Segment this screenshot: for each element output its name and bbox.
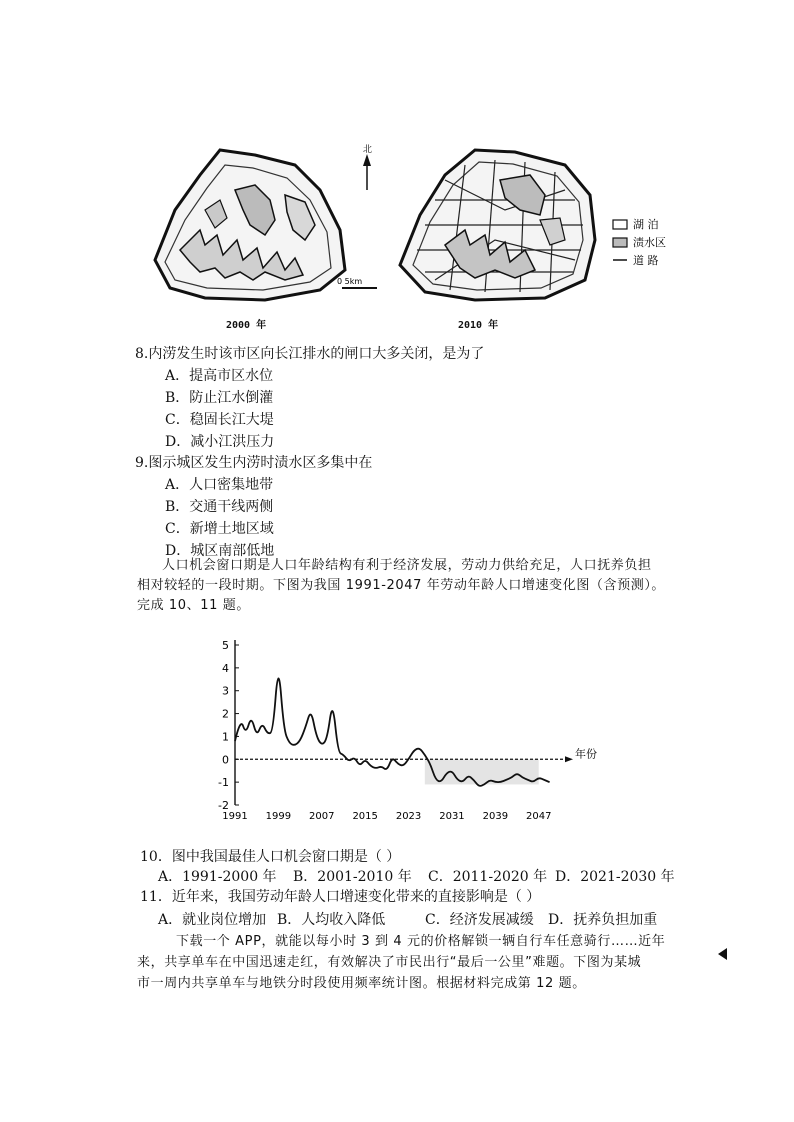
- x-tick-label: 2015: [352, 811, 378, 822]
- x-tick-label: 2031: [439, 811, 465, 822]
- x-axis-arrow: [565, 756, 573, 762]
- x-tick-label: 2023: [395, 811, 422, 822]
- question-11-stem: 11．近年来，我国劳动年龄人口增速变化带来的直接影响是（ ）: [140, 889, 541, 905]
- question-9-option-c[interactable]: C．新增土地区域: [165, 521, 274, 537]
- scale-label: 0 5km: [337, 277, 363, 286]
- question-9-option-d[interactable]: D．城区南部低地: [165, 543, 275, 559]
- y-tick-label: 3: [222, 684, 229, 698]
- question-8-stem: 8.内涝发生时该市区向长江排水的闸口大多关闭，是为了: [135, 346, 485, 362]
- passage-1-line-1: 人口机会窗口期是人口年龄结构有利于经济发展，劳动力供给充足，人口抚养负担: [162, 558, 652, 573]
- city-maps-figure: [145, 140, 685, 335]
- question-8-option-b[interactable]: B．防止江水倒灌: [165, 390, 274, 406]
- x-tick-label: 1991: [222, 811, 248, 822]
- map-caption-2010: 2010 年: [458, 320, 499, 331]
- y-tick-label: 5: [222, 639, 229, 652]
- map-legend: [613, 220, 627, 260]
- question-10-option-c[interactable]: C．2011-2020 年: [428, 869, 548, 885]
- passage-1-line-2: 相对较轻的一段时期。下图为我国 1991-2047 年劳动年龄人口增速变化图（含预测）。: [137, 578, 666, 593]
- question-11-option-a[interactable]: A．就业岗位增加: [158, 912, 267, 928]
- question-10-option-d[interactable]: D．2021-2030 年: [555, 869, 675, 885]
- question-11-option-c[interactable]: C．经济发展减缓: [425, 912, 534, 928]
- passage-2-line-3: 市一周内共享单车与地铁分时段使用频率统计图。根据材料完成第 12 题。: [137, 976, 586, 991]
- question-10-option-b[interactable]: B．2001-2010 年: [293, 869, 412, 885]
- north-label: 北: [363, 145, 373, 155]
- y-tick-label: -2: [218, 799, 229, 812]
- y-tick-label: 4: [222, 661, 229, 675]
- y-tick-label: -1: [218, 776, 229, 790]
- question-9-stem: 9.图示城区发生内涝时渍水区多集中在: [135, 455, 373, 471]
- legend-road: 道 路: [633, 254, 659, 267]
- map-2010: [400, 150, 595, 300]
- legend-lake: 湖 泊: [633, 218, 659, 231]
- passage-1-line-3: 完成 10、11 题。: [137, 598, 250, 613]
- x-tick-label: 2039: [482, 811, 509, 822]
- y-tick-label: 0: [222, 753, 229, 767]
- y-tick-label: 2: [222, 707, 229, 721]
- x-axis-label: 年份: [575, 747, 597, 761]
- question-8-option-c[interactable]: C．稳固长江大堤: [165, 412, 274, 428]
- labor-growth-chart: [205, 630, 605, 830]
- map-caption-2000: 2000 年: [226, 320, 267, 331]
- margin-arrow-icon: [718, 948, 728, 960]
- question-8-option-a[interactable]: A．提高市区水位: [165, 368, 274, 384]
- passage-2-line-2: 来，共享单车在中国迅速走红，有效解决了市民出行“最后一公里”难题。下图为某城: [137, 955, 642, 970]
- x-tick-label: 2007: [309, 811, 335, 822]
- map-2000: [155, 150, 345, 300]
- y-tick-label: 1: [222, 730, 229, 744]
- question-9-option-a[interactable]: A．人口密集地带: [165, 477, 274, 493]
- x-tick-label: 2047: [526, 811, 552, 822]
- legend-waterlogged: 渍水区: [633, 236, 666, 249]
- passage-2-line-1: 下载一个 APP，就能以每小时 3 到 4 元的价格解锁一辆自行车任意骑行……近年: [176, 934, 666, 949]
- question-11-option-b[interactable]: B．人均收入降低: [277, 912, 386, 928]
- question-9-option-b[interactable]: B．交通干线两侧: [165, 499, 274, 515]
- x-tick-label: 1999: [265, 811, 292, 822]
- question-11-option-d[interactable]: D．抚养负担加重: [548, 912, 658, 928]
- north-arrow: [363, 154, 371, 190]
- question-8-option-d[interactable]: D．减小江洪压力: [165, 434, 275, 450]
- question-10-option-a[interactable]: A．1991-2000 年: [158, 869, 277, 885]
- question-10-stem: 10．图中我国最佳人口机会窗口期是（ ）: [140, 849, 401, 865]
